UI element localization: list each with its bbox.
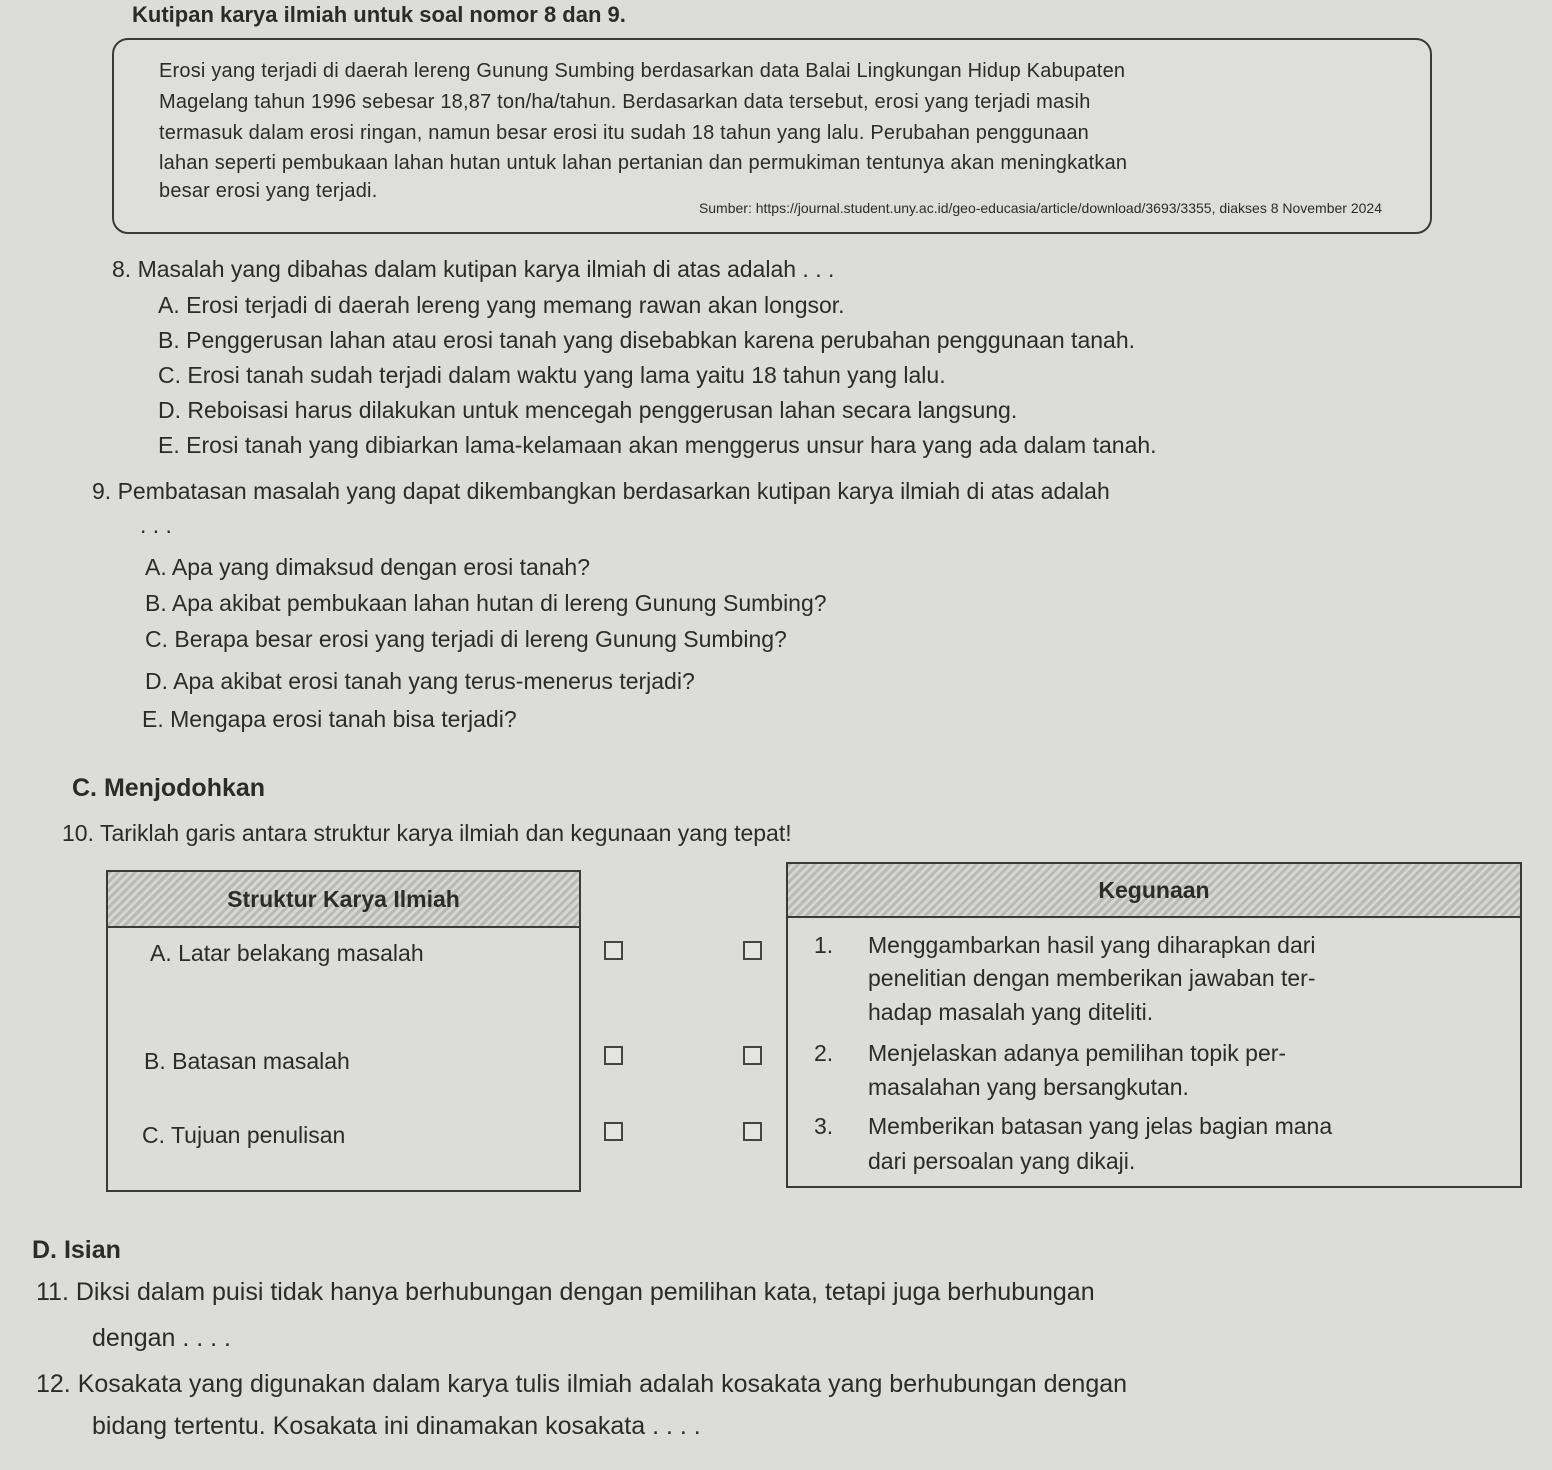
structure-table xyxy=(106,870,581,1192)
usage-item-line: Menggambarkan hasil yang diharapkan dari xyxy=(868,932,1316,958)
q8-option-c: C. Erosi tanah sudah terjadi dalam waktu yang lama yaitu 18 tahun yang lalu. xyxy=(158,362,946,388)
excerpt-line: termasuk dalam erosi ringan, namun besar erosi itu sudah 18 tahun yang lalu. Perubahan penggunaan xyxy=(159,122,1090,144)
usage-item-line: Menjelaskan adanya pemilihan topik per- xyxy=(868,1040,1287,1066)
q9-option-b: B. Apa akibat pembukaan lahan hutan di lereng Gunung Sumbing? xyxy=(145,590,827,616)
usage-item-line: hadap masalah yang diteliti. xyxy=(868,999,1154,1025)
excerpt-source: Sumber: https://journal.student.uny.ac.id/geo-educasia/article/download/3693/3355, diakses 8 November 2024 xyxy=(698,200,1382,216)
usage-table xyxy=(786,862,1522,1188)
excerpt-line: lahan seperti pembukaan lahan hutan untuk lahan pertanian dan permukiman tentunya akan meningkatkan xyxy=(159,152,1128,174)
question-9-continuation: . . . xyxy=(140,512,172,538)
excerpt-line: Magelang tahun 1996 sebesar 18,87 ton/ha/tahun. Berdasarkan data tersebut, erosi yang terjadi masih xyxy=(159,91,1091,113)
match-box-left-b[interactable] xyxy=(604,1046,623,1065)
match-box-right-3[interactable] xyxy=(743,1122,762,1141)
structure-table-header: Struktur Karya Ilmiah xyxy=(108,872,579,928)
question-12-continuation: bidang tertentu. Kosakata ini dinamakan kosakata . . . . xyxy=(92,1412,701,1440)
usage-item-number: 3. xyxy=(814,1113,834,1139)
question-8: 8. Masalah yang dibahas dalam kutipan karya ilmiah di atas adalah . . . xyxy=(112,256,835,282)
q8-option-e: E. Erosi tanah yang dibiarkan lama-kelamaan akan menggerus unsur hara yang ada dalam tanah. xyxy=(158,432,1157,458)
usage-item-line: Memberikan batasan yang jelas bagian mana xyxy=(868,1113,1333,1139)
question-11-continuation: dengan . . . . xyxy=(92,1324,231,1352)
usage-item-number: 1. xyxy=(814,932,834,958)
match-box-left-a[interactable] xyxy=(604,941,623,960)
q9-option-e: E. Mengapa erosi tanah bisa terjadi? xyxy=(142,706,517,732)
match-box-left-c[interactable] xyxy=(604,1122,623,1141)
usage-item-line: penelitian dengan memberikan jawaban ter- xyxy=(868,965,1316,991)
q8-option-b: B. Penggerusan lahan atau erosi tanah yang disebabkan karena perubahan penggunaan tanah. xyxy=(158,327,1136,353)
usage-item-line: masalahan yang bersangkutan. xyxy=(868,1074,1189,1100)
question-11: 11. Diksi dalam puisi tidak hanya berhubungan dengan pemilihan kata, tetapi juga berhubungan xyxy=(36,1278,1095,1306)
question-9: 9. Pembatasan masalah yang dapat dikembangkan berdasarkan kutipan karya ilmiah di atas adalah xyxy=(92,478,1110,504)
section-c-title: C. Menjodohkan xyxy=(72,774,266,802)
excerpt-line: Erosi yang terjadi di daerah lereng Gunung Sumbing berdasarkan data Balai Lingkungan Hidup Kabupaten xyxy=(159,60,1126,82)
question-12: 12. Kosakata yang digunakan dalam karya tulis ilmiah adalah kosakata yang berhubungan dengan xyxy=(36,1370,1128,1398)
structure-item-c: C. Tujuan penulisan xyxy=(142,1122,346,1148)
structure-item-a: A. Latar belakang masalah xyxy=(150,940,424,966)
q8-option-a: A. Erosi terjadi di daerah lereng yang memang rawan akan longsor. xyxy=(158,292,845,318)
usage-item-line: dari persoalan yang dikaji. xyxy=(868,1148,1136,1174)
excerpt-box xyxy=(112,38,1432,234)
structure-item-b: B. Batasan masalah xyxy=(144,1048,350,1074)
usage-item-number: 2. xyxy=(814,1040,834,1066)
usage-table-header: Kegunaan xyxy=(788,864,1520,918)
q9-option-d: D. Apa akibat erosi tanah yang terus-menerus terjadi? xyxy=(145,668,695,694)
question-10: 10. Tariklah garis antara struktur karya ilmiah dan kegunaan yang tepat! xyxy=(62,820,792,846)
section-d-title: D. Isian xyxy=(32,1236,121,1264)
q9-option-a: A. Apa yang dimaksud dengan erosi tanah? xyxy=(145,554,590,580)
q9-option-c: C. Berapa besar erosi yang terjadi di lereng Gunung Sumbing? xyxy=(145,626,787,652)
excerpt-heading: Kutipan karya ilmiah untuk soal nomor 8 dan 9. xyxy=(132,2,626,27)
excerpt-line: besar erosi yang terjadi. xyxy=(159,180,378,202)
match-box-right-1[interactable] xyxy=(743,941,762,960)
q8-option-d: D. Reboisasi harus dilakukan untuk mencegah penggerusan lahan secara langsung. xyxy=(158,397,1018,423)
match-box-right-2[interactable] xyxy=(743,1046,762,1065)
